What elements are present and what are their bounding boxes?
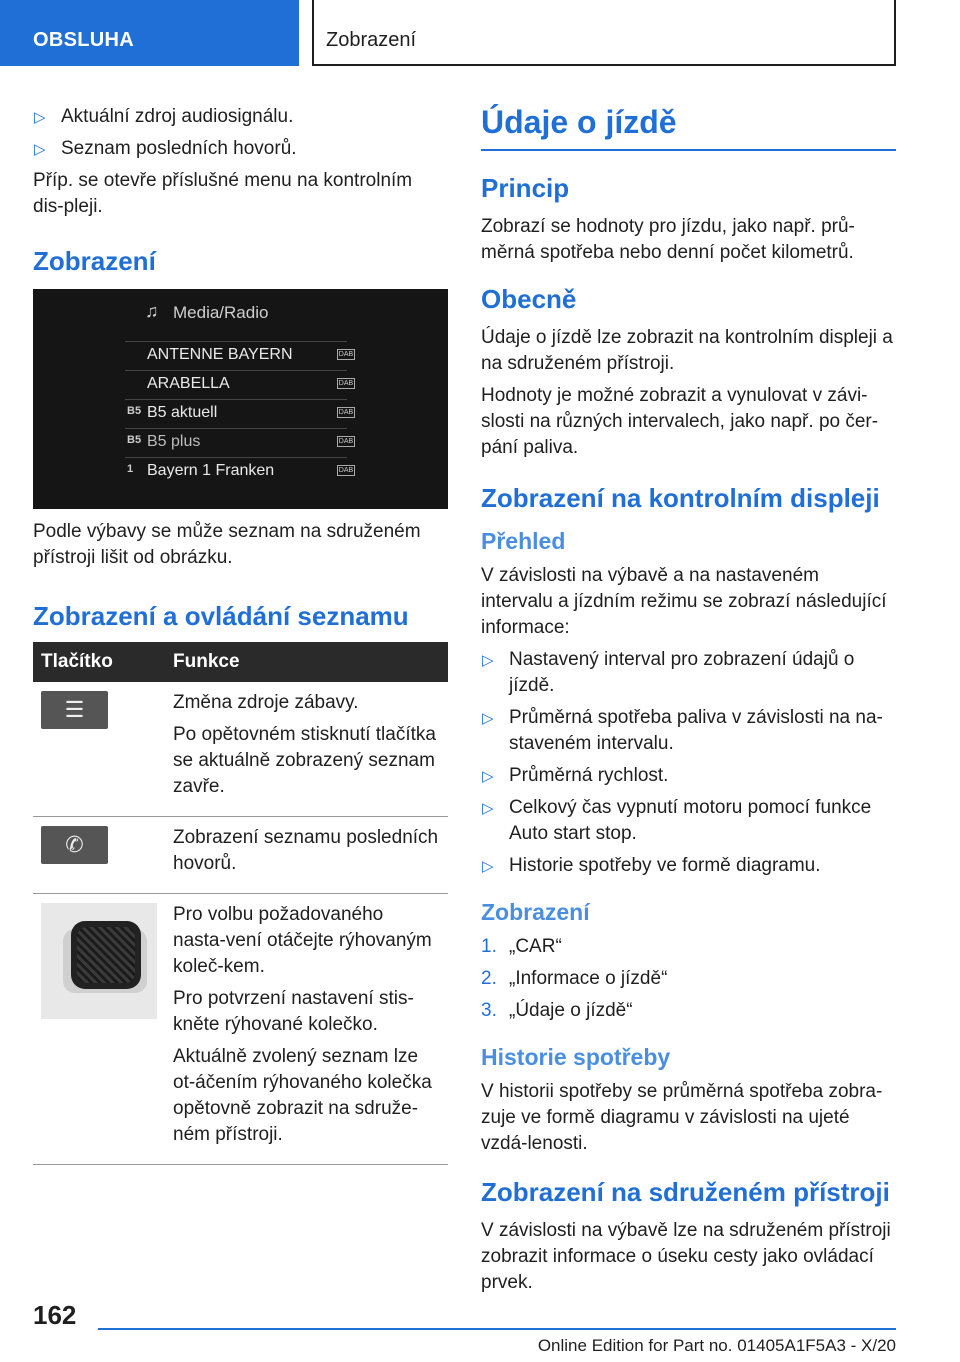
- table-row: Pro volbu požadovaného nasta-vení otáčejte rýhovaným koleč-kem. Pro potvrzení nastavení stis-kněte rýhované kolečko. Aktuálně zvolený seznam lze ot-áčením rýhovaného kolečka opětovně zobrazit na sdruže-ném přístroji.: [33, 894, 448, 1165]
- bullet-item: ▷ Průměrná rychlost.: [481, 763, 896, 789]
- heading-principle: Princip: [481, 173, 570, 203]
- bullet-item: ▷ Historie spotřeby ve formě diagramu.: [481, 853, 896, 879]
- table-row: ☰ Změna zdroje zábavy. Po opětovném stisknutí tlačítka se aktuálně zobrazený seznam zavře.: [33, 682, 448, 817]
- triangle-right-icon: ▷: [482, 768, 494, 785]
- heading-consumption-history: Historie spotřeby: [481, 1044, 671, 1070]
- step-item: 1. „CAR“: [481, 936, 562, 957]
- image-caption: Podle výbavy se může seznam na sdruženém přístroji lišit od obrázku.: [33, 521, 421, 568]
- table-row: ✆ Zobrazení seznamu posledních hovorů.: [33, 817, 448, 894]
- bullet-item: ▷ Celkový čas vypnutí motoru pomocí funkce Auto start stop.: [482, 797, 872, 844]
- footer-edition: Online Edition for Part no. 01405A1F5A3 - X/20: [537, 1336, 896, 1355]
- triangle-right-icon: ▷: [482, 800, 494, 817]
- dab-badge: DAB: [338, 351, 354, 358]
- heading-overview: Přehled: [481, 528, 566, 554]
- step-item: 3. „Údaje o jízdě“: [481, 1000, 633, 1021]
- left-column: [33, 104, 448, 1165]
- bullet-item: ▷ Průměrná spotřeba paliva v závislosti na na-staveném intervalu.: [482, 707, 883, 754]
- step-item: 2. „Informace o jízdě“: [481, 968, 668, 989]
- heading-display-steps: Zobrazení: [481, 899, 590, 925]
- bullet-item: ▷ Seznam posledních hovorů.: [33, 136, 448, 162]
- triangle-right-icon: ▷: [482, 652, 494, 669]
- heading-instrument-cluster: Zobrazení na sdruženém přístroji: [481, 1177, 890, 1207]
- overview-text: V závislosti na výbavě a na nastaveném intervalu a jízdním režimu se zobrazí následující informace:: [481, 565, 887, 638]
- list-icon: ☰: [41, 691, 108, 729]
- right-column: [481, 104, 896, 1302]
- media-radio-icon: ♫: [145, 301, 159, 321]
- function-table: [33, 642, 448, 1165]
- station-row: ARABELLA DAB: [125, 370, 347, 396]
- chapter-title: Zobrazení: [312, 0, 896, 66]
- heading-control-display: Zobrazení na kontrolním displeji: [481, 483, 880, 513]
- heading-trip-data: Údaje o jízdě: [481, 104, 896, 151]
- dab-badge: DAB: [338, 409, 354, 416]
- section-tab: OBSLUHA: [0, 0, 299, 66]
- col-function: Funkce: [165, 642, 448, 682]
- history-text: V historii spotřeby se průměrná spotřeba zobra-zuje ve formě diagramu v závislosti na ujeté vzdá-lenosti.: [481, 1081, 883, 1154]
- triangle-right-icon: ▷: [34, 109, 46, 126]
- radio-screen-title: Media/Radio: [173, 303, 269, 322]
- general-text-2: Hodnoty je možné zobrazit a vynulovat v závi-slosti na různých intervalech, jako např. po čer-pání paliva.: [481, 385, 879, 458]
- bullet-item: ▷ Nastavený interval pro zobrazení údajů o jízdě.: [482, 649, 855, 696]
- dab-badge: DAB: [338, 467, 354, 474]
- phone-icon: ✆: [41, 826, 108, 864]
- col-button: Tlačítko: [33, 642, 165, 682]
- dab-badge: DAB: [338, 380, 354, 387]
- general-text-1: Údaje o jízdě lze zobrazit na kontrolním displeji a na sdruženém přístroji.: [481, 327, 893, 374]
- heading-display: Zobrazení: [33, 246, 156, 276]
- station-row: B5 B5 plus DAB: [125, 428, 347, 454]
- bullet-item: ▷ Aktuální zdroj audiosignálu.: [33, 104, 448, 130]
- principle-text: Zobrazí se hodnoty pro jízdu, jako např. prů-měrná spotřeba nebo denní počet kilometrů.: [481, 216, 855, 263]
- heading-list-control: Zobrazení a ovládání seznamu: [33, 601, 409, 631]
- knurled-wheel-icon: [41, 903, 157, 1019]
- heading-general: Obecně: [481, 284, 577, 314]
- station-row: B5 B5 aktuell DAB: [125, 399, 347, 425]
- instrument-cluster-text: V závislosti na výbavě lze na sdruženém přístroji zobrazit informace o úseku cesty jako ovládací prvek.: [481, 1220, 891, 1293]
- triangle-right-icon: ▷: [482, 858, 494, 875]
- triangle-right-icon: ▷: [34, 141, 46, 158]
- footer-rule: [98, 1328, 896, 1330]
- dab-badge: DAB: [338, 438, 354, 445]
- page-number: 162: [33, 1300, 77, 1330]
- station-row: ANTENNE BAYERN DAB: [125, 341, 347, 367]
- triangle-right-icon: ▷: [482, 710, 494, 727]
- station-row: 1 Bayern 1 Franken DAB: [125, 457, 347, 483]
- intro-text: Příp. se otevře příslušné menu na kontrolním dis-pleji.: [33, 170, 413, 217]
- radio-screen-image: [33, 289, 448, 509]
